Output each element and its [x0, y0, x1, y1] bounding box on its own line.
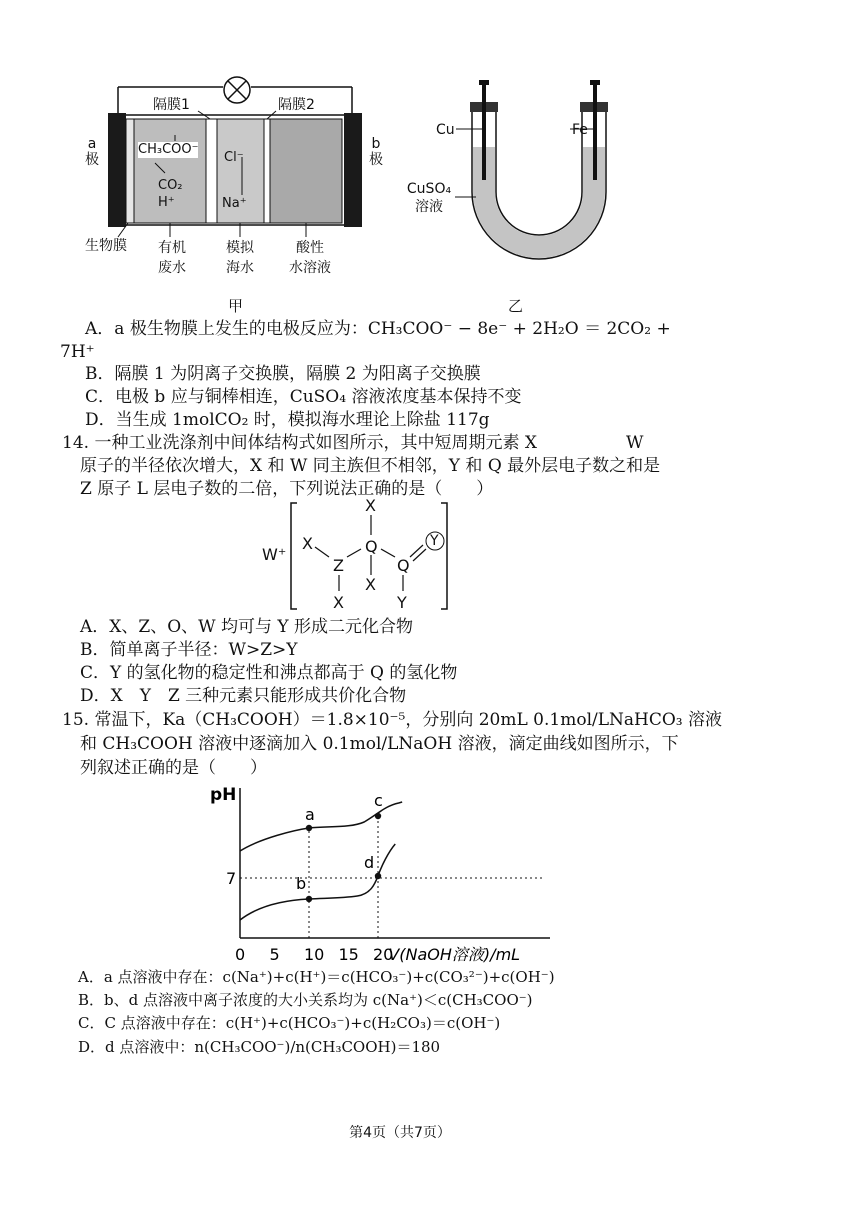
q15-option-d: D．d 点溶液中：n(CH₃COO⁻)/n(CH₃COOH)＝180: [78, 1038, 441, 1056]
q14-stem-1: 14. 一种工业洗涤剂中间体结构式如图所示，其中短周期元素 X: [62, 433, 537, 453]
point-b: [306, 896, 312, 902]
membrane-1: [206, 119, 217, 223]
titration-chart: [200, 778, 560, 968]
label-seawater: 模拟 海水: [226, 240, 254, 276]
point-label-a: a: [305, 805, 315, 824]
y-axis-label: pH: [210, 785, 237, 805]
q13-option-c: C．电极 b 应与铜棒相连，CuSO₄ 溶液浓度基本保持不变: [85, 387, 522, 407]
x-tick-label: 10: [304, 945, 325, 964]
ion-co2: CO₂: [158, 178, 183, 193]
q15-stem-3: 列叙述正确的是（ ）: [80, 758, 267, 778]
cu-label: Cu: [436, 122, 455, 138]
q14-option-a: A．X、Z、O、W 均可与 Y 形成二元化合物: [80, 617, 414, 637]
q14-option-c: C．Y 的氢化物的稳定性和沸点都高于 Q 的氢化物: [80, 663, 458, 683]
atom-z: Z: [333, 556, 344, 575]
q13-option-a: A．a 极生物膜上发生的电极反应为：CH₃COO⁻ − 8e⁻ + 2H₂O ＝ 2CO₂ +: [85, 319, 671, 339]
point-d: [375, 873, 381, 879]
q13-option-b: B．隔膜 1 为阴离子交换膜，隔膜 2 为阳离子交换膜: [85, 364, 481, 384]
electrode-b: [344, 113, 362, 227]
q15-option-b: B．b、d 点溶液中离子浓度的大小关系均为 c(Na⁺)＜c(CH₃COO⁻): [78, 991, 533, 1009]
q13-option-d: D．当生成 1molCO₂ 时，模拟海水理论上除盐 117g: [85, 410, 490, 430]
q14-option-b: B．简单离子半径：W>Z>Y: [80, 640, 298, 660]
x-axis-label: V(NaOH溶液)/mL: [388, 945, 521, 964]
atom-q-right: Q: [397, 556, 410, 575]
q15-stem-2: 和 CH₃COOH 溶液中逐滴加入 0.1mol/LNaOH 溶液，滴定曲线如图所示，下: [80, 734, 679, 754]
atom-x-bottom-center: X: [365, 575, 376, 594]
point-label-b: b: [296, 874, 307, 893]
label-wastewater: 有机 废水: [158, 240, 186, 276]
q14-stem-1-w: W: [626, 433, 644, 453]
fe-rod: [593, 80, 597, 180]
atom-x-left: X: [302, 534, 313, 553]
page-footer: 第4页（共7页）: [349, 1125, 451, 1141]
atom-y-circled: Y: [430, 533, 439, 549]
atom-x-bottom-left: X: [333, 593, 344, 612]
membrane-1-label: 隔膜1: [153, 97, 190, 113]
figure-caption-jia: 甲: [228, 297, 244, 315]
figure-caption-yi: 乙: [508, 297, 524, 315]
cuso4-label: CuSO₄ 溶液: [406, 181, 452, 215]
q14-stem-3: Z 原子 L 层电子数的二倍，下列说法正确的是（ ）: [80, 479, 494, 499]
fe-label: Fe: [572, 122, 588, 138]
q14-stem-2: 原子的半径依次增大，X 和 W 同主族但不相邻，Y 和 Q 最外层电子数之和是: [80, 456, 661, 476]
atom-y-bottom: Y: [397, 593, 407, 612]
ion-acetate: CH₃COO⁻: [138, 142, 199, 157]
x-tick-label: 0: [235, 945, 246, 964]
q13-option-a-cont: 7H⁺: [60, 342, 95, 362]
q15-stem-1: 15. 常温下，Ka（CH₃COOH）＝1.8×10⁻⁵，分别向 20mL 0.1mol/LNaHCO₃ 溶液: [62, 710, 723, 730]
label-biofilm: 生物膜: [85, 238, 127, 254]
atom-q-center: Q: [365, 537, 378, 556]
point-a: [306, 825, 312, 831]
structure-diagram: [255, 495, 465, 620]
ion-na: Na⁺: [222, 196, 247, 211]
label-acid-solution: 酸性 水溶液: [289, 240, 331, 276]
membrane-2-label: 隔膜2: [278, 97, 315, 113]
electrode-a-label: a 极: [85, 136, 99, 168]
x-tick-label: 20: [373, 945, 394, 964]
q15-option-c: C．C 点溶液中存在：c(H⁺)+c(HCO₃⁻)+c(H₂CO₃)＝c(OH⁻): [78, 1014, 501, 1032]
x-tick-label: 15: [338, 945, 359, 964]
q14-option-d: D．X Y Z 三种元素只能形成共价化合物: [80, 686, 407, 706]
q15-option-a: A．a 点溶液中存在：c(Na⁺)+c(H⁺)＝c(HCO₃⁻)+c(CO₃²⁻)+c(OH⁻): [78, 968, 555, 986]
point-c: [375, 813, 381, 819]
structure-cation: W⁺: [262, 545, 287, 564]
point-label-d: d: [364, 853, 375, 872]
ion-cl: Cl⁻: [224, 150, 244, 165]
x-tick-label: 5: [269, 945, 280, 964]
atom-x-top: X: [365, 496, 376, 515]
utube-diagram: [400, 72, 610, 262]
cu-rod: [482, 80, 486, 180]
point-label-c: c: [374, 791, 383, 810]
electrode-a: [108, 113, 126, 227]
y-tick-label: 7: [226, 869, 237, 888]
electrode-b-label: b 极: [369, 136, 383, 168]
membrane-2: [264, 119, 270, 223]
ion-h: H⁺: [158, 195, 175, 210]
